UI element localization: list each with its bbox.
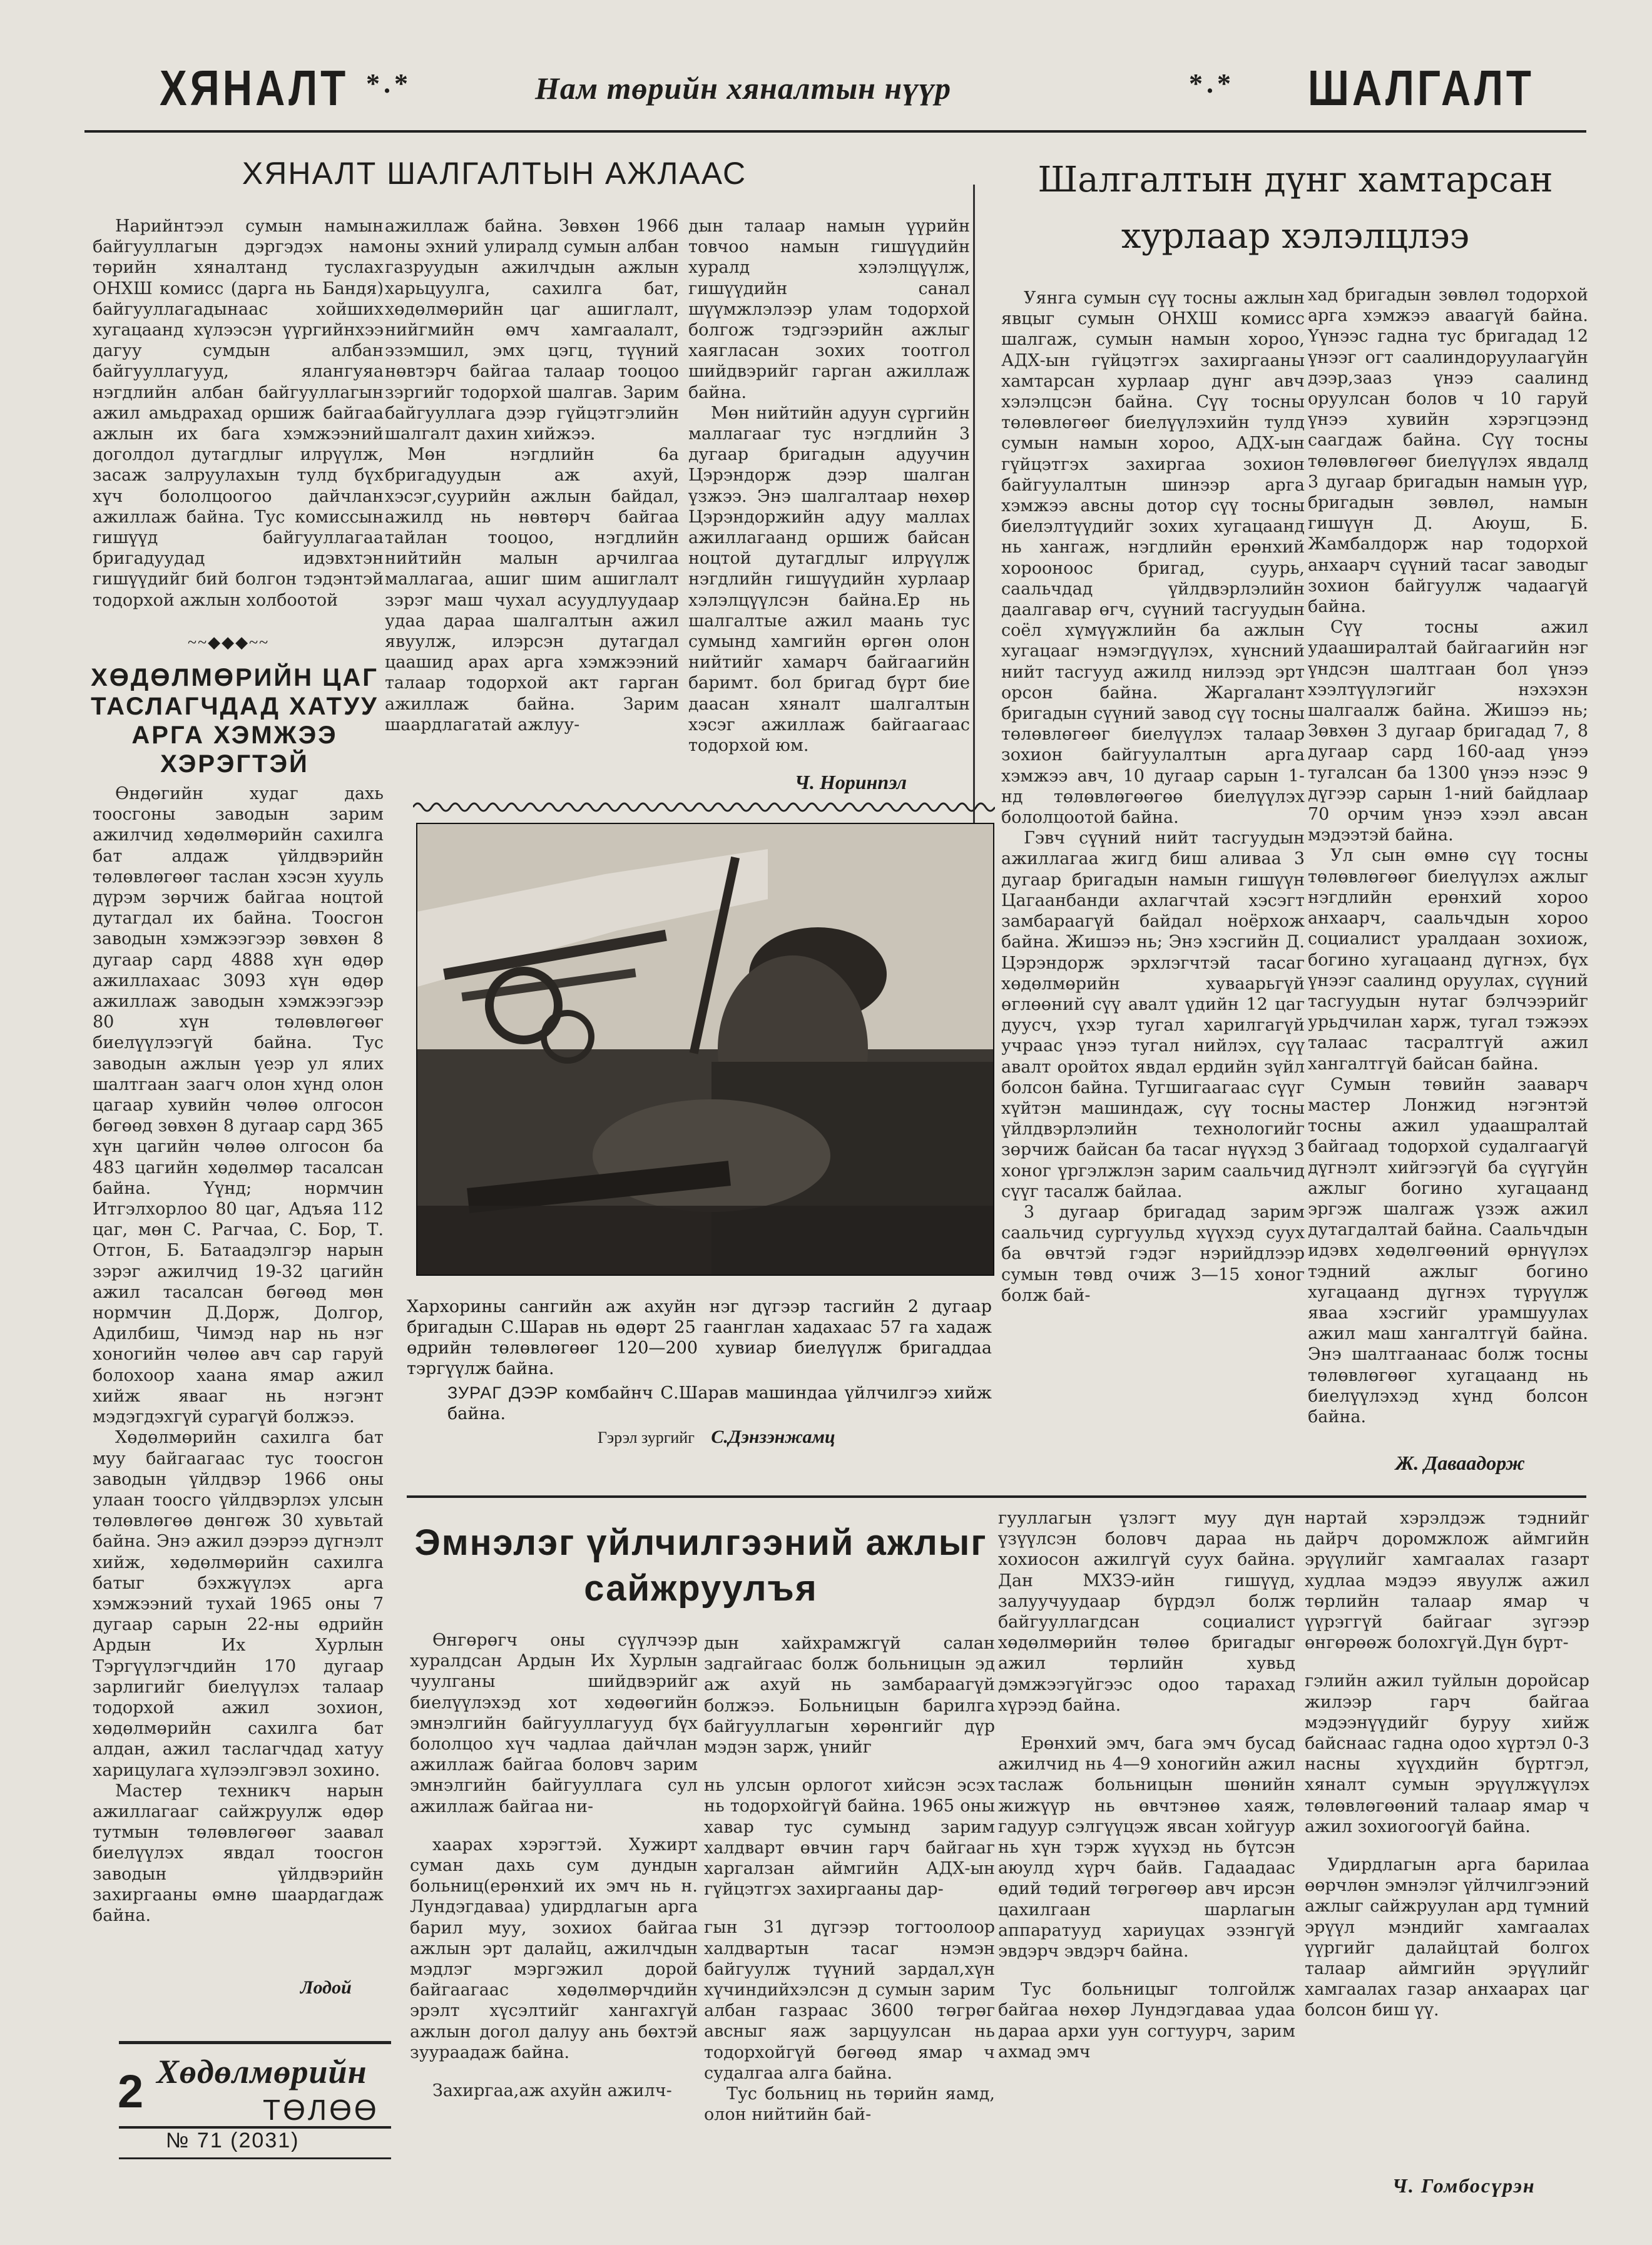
masthead-rule — [84, 130, 1586, 133]
divider-ornament: ~~◆◆◆~~ — [188, 633, 270, 651]
news-photo — [416, 823, 994, 1276]
article1-column-2: ажиллаж байна. Зөвхөн 1966 оны эхний улиралд сумын албан газруудын ажилчдын ажлын харьцуулга, сахилга бат, хөдөлмөрийн цаг ашиглалт, нийгмийн өмч хамгаалалт, эзэмшил, эмх цэгц, түүний нөвтэрч байгаа талаар тооцоо зэргийг тодорхой шалгав. Зарим байгууллага дээр гүйцэтгэлийн шалгалт дахин хийжээ. Мөн нэгдлийн 6а бригадуудын аж ахуй, хэсэг,суурийн ажлын байдал, ажилд нь нөвтөрч байгаа тайлан тооцоо, нэгдлийн нийтийн малын арчилгаа маллагаа, ашиг шим ашиглалт зэрэг маш чухал асуудлуудаар удаа дараа шалгалтын ажил явуулж, илэрсэн дутагдал цаашид арах арга хэмжээний талаар тодорхой акт гарган ажиллаж байна. Зарим шаардлагатай ажлуу- — [385, 216, 679, 735]
star-ornament-right: *.* — [1189, 68, 1235, 99]
photo-caption-2: ЗУРАГ ДЭЭР комбайнч С.Шарав машиндаа үйлчилгээ хийж байна. — [447, 1383, 992, 1423]
article1-column-3: дын талаар намын үүрийн товчоо намын гишүүдийн хуралд хэлэлцүүлж, гишүүдийн санал шүүмжлэлээр улам тодорхой болгож тэдгээрийн ажлыг хаягласан зохих тоотгол шийдвэрийг гарган ажиллаж байна. Мөн нийтийн адуун сүргийн маллагааг тус нэгдлийн 3 дугаар бригадын адуучин Цэрэндорж дээр шалган үзжээ. Энэ шалгалтаар нөхөр Цэрэндоржийн адуу маллах ажиллагаанд оршиж байсан ноцтой дутагдлыг илрүүлж нэгдлийн гишүүдийн хурлаар хэлэлцүүлсэн байна.Ер нь шалгалтые ажил маань тус сумынд хамгийн өргөн олон нийтийг хамарч байгаагийн баримт. бол бригад бүрт бие даасан хяналт шалгалтын хэсэг ажиллаж байгаагаас тодорхой юм. — [688, 216, 970, 756]
article1-signature: Ч. Норинпэл — [795, 771, 907, 793]
article4-column-3: гууллагын үзлэгт муу дүн үзүүлсэн боловч дараа нь хохиосон ажилгүй суух байна. Дан МХЗЭ-ийн гишүүд, залуучуудаар бүрдэл болж байгууллагдсан социалист хөдөлмөрийн төлөө бригадыг ажил төрлийн хувьд дэмжээгүйгээс одоо тарахад хүрээд байна. Ерөнхий эмч, бага эмч бусад ажилчид нь 4—9 хоногийн ажил таслаж больницын шөнийн жижүүр нь өвчтэнөө хаяж, гадуур сэлгүүцэж явсан хойгуур нь хүн тэрж хүүхэд нь бүтсэн аюулд хүрч байв. Гадаадаас өдий төдий төгрөгөөр авч ирсэн цахилгаан шарлагын аппаратууд хариуцах эзэнгүй эвдэрч эвдэрч байна. Тус больницыг толгойлж байгаа нөхөр Лундэгдаваа удаа дараа архи уун согтуурч, зарим ахмад эмч — [998, 1509, 1295, 2062]
article2-signature: Лодой — [300, 1977, 352, 1998]
footer-issue-rule — [119, 2157, 391, 2159]
column-rule — [973, 185, 975, 885]
article4-column-4: нартай хэрэлдэж тэднийг дайрч доромжлож аймгийн эрүүлийг хамгаалах газарт худлаа мэдээ явуулж ажил төрлийн талаар ямар ч үүрэггүй байгааг зүгээр өнгөрөөж болохгүй.Дүн бүрт- гэлийн ажил туйлын доройсар жилээр гарч байгаа мэдээнүүдийг буруу хийж байснаас гадна одоо хүртэл 0-3 насны хүүхдийн бүртгэл, хяналт сумын эрүүлжүүлэх төлөвлөгөөний талаар ямар ч ажил зохиогоогүй байна. Удирдлагын арга барилаа өөрчлөн эмнэлэг үйлчилгээний ажлыг сайжруулан ард түмний эрүүл мэндийг хамгаалах үүргийг далайцтай болгох талаар аймгийн эрүүлийг хамгаалах газар анхаарах цаг болсон биш үү. — [1305, 1509, 1589, 2020]
section-title-left: ХЯНАЛТ — [160, 60, 349, 116]
article4-title-line1: Эмнэлэг үйлчилгээний ажлыг — [414, 1522, 987, 1563]
photo-credit-label: Гэрэл зургийг — [598, 1428, 695, 1447]
photo-caption: Хархорины сангийн аж ахуйн нэг дүгээр тасгийн 2 дугаар бригадын С.Шарав нь өдөрт 25 гаанглан хадахаас 57 га хадаж өдрийн төлөвлөгөөг 120—200 хувиар биелүүлж бригаддаа тэргүүлж байна. — [407, 1297, 992, 1378]
article4-title-line2: сайжруулъя — [584, 1568, 818, 1609]
star-ornament-left: *.* — [366, 68, 412, 99]
photo-caption-lead: ЗУРАГ ДЭЭР — [447, 1383, 559, 1402]
article3-column-1: Уянга сумын сүү тосны ажлын явцыг сумын ОНХШ комисс шалгаж, сумын намын хороо, АДХ-ын гүйцэтгэх захиргааны хамтарсан хурлаар дүнг авч хэлэлцсэн байна. Сүү тосны төлөвлөгөөг биелүүлэхийн тулд сумын намын хороо, АДХ-ын гүйцэтгэх захиргаа зохион байгуулалтын шинээр арга хэмжээ авсны дотор сүү тосны биелэлтүүдийг зохих хугацаанд нь хангаж, нэгдлийн ерөнхий хорооноос бригад, суурь, саальчдад үйлдвэрлэлийн даалгавар өгч, сүүний тасгуудын соёл хүмүүжлийн ба ажлын хугацааг нэмэгдүүлэх, хүнсний нийт тасгууд ажилд нилээд эрт орсон байна. Жаргалант бригадын сүүний завод сүү тосны төлөвлөгөөг биелүүлэх талаар зохион байгуулалтын арга хэмжээ авч, 10 дугаар сарын 1-нд төлөвлөгөөгөө биелүүлэх бололцоотой байна. Гэвч сүүний нийт тасгуудын ажиллагаа жигд биш аливаа 3 дугаар бригадын намын гишүүн Цагаанбанди ахлагчтай хэсэгт замбараагүй байдал ноёрхож байна. Жишээ нь; Энэ хэсгийн Д. Цэрэндорж эрхлэгчтэй тасаг хөдөлмөрийн хуваарьгүй өглөөний сүү авалт үдийн 12 цаг дуусч, үхэр тугал харилгагүй учраас үнээ тугал нийлэх, сүү авалт оройтох явдал ердийн зүйл болсон байна. Тугшигаагаас сүүг хүйтэн машиндаж, сүү тосны үйлдвэрлэлийн технологийг зөрчиж байсан ба тасаг нүүхэд 3 хоног үргэлжлэн зарим саальчид сүүг тасалж байлаа. 3 дугаар бригадад зарим саальчид сургуульд хүүхэд суух ба өвчтэй гэдэг нэрийдлээр сумын төвд очиж 3—15 хоног болж бай- — [1001, 288, 1305, 1305]
photo-credit-name: С.Дэнзэнжамц — [711, 1427, 835, 1447]
paper-name-line1: Хөдөлмөрийн — [156, 2053, 367, 2090]
issue-number: № 71 (2031) — [166, 2129, 300, 2152]
paper-name-line2: ТӨЛӨӨ — [263, 2094, 379, 2126]
page-heading: Нам төрийн хяналтын нүүр — [535, 71, 952, 106]
article4-column-1: Өнгөрөгч оны сүүлчээр хуралдсан Ардын Их Хурлын чуулганы шийдвэрийг биелүүлэхэд хот хөдөөгийн эмнэлгийн байгууллагууд бүх бололцоо хүч чадлаа дайчлан ажиллаж байгаа боловч зарим эмнэлгийн байгууллага сул ажиллаж байгаа ни- хаарах хэрэгтэй. Хужирт суман дахь сум дундын больниц(ерөнхий их эмч нь н. Лундэгдаваа) удирдлагын арга барил муу, зохиох байгаа ажлын эрт далайц, ажилчдын мэдлэг мэргэжил дорой байгаагаас хөдөлмөрчдийн эрэлт хүсэлтийг хангахгүй ажлын догол далуу ань бөхтэй зуураадаж байна. Захиргаа,аж ахуйн ажилч- — [410, 1631, 698, 2101]
article1-title: ХЯНАЛТ ШАЛГАЛТЫН АЖЛААС — [242, 156, 747, 191]
article3-signature: Ж. Даваадорж — [1395, 1452, 1525, 1474]
photo-credit — [598, 1427, 835, 1448]
article2-title: ХӨДӨЛМӨРИЙН ЦАГ ТАСЛАГЧДАД ХАТУУ АРГА ХЭМЖЭЭ ХЭРЭГТЭЙ — [91, 664, 379, 778]
article3-column-2: хад бригадын зөвлөл тодорхой арга хэмжээ аваагүй байна. Үүнээс гадна тус бригадад 12 үнээг огт саалиндоруулаагүйн дээр,зааз үнээ саалинд оруулсан болов ч 10 гаруй үнээ хувийн хэрэгцээнд саагдаж байна. Сүү тосны төлөвлөгөөг биелүүлэх явдалд 3 дугаар бригадын намын үүр, бригадын зөвлөл, намын гишүүн Д. Аюуш, Б. Жамбалдорж нар тодорхой анхаарч сүүний тасаг заводыг зохион байгуулж чадаагүй байна. Сүү тосны ажил удааширалтай байгаагийн нэг үндсэн шалтгаан бол үнээ хээлтүүлэгийг нэхэхэн шалгаалж байна. Жишээ нь; Зөвхөн 3 дугаар бригадад 7, 8 дугаар сард 160-аад үнээ тугалсан ба 1300 үнээ нээс 9 дүгээр сарын 1-ний байдлаар 70 орчим үнээ хээл авсан мэдээтэй байна. Ул сын өмнө сүү тосны төлөвлөгөөг биелүүлэх ажлыг нэгдлийн ерөнхий хороо анхаарч, саальчдын хороо социалист уралдаан зохиож, богино хугацаанд дүгнэх, бүх үнээг саалинд оруулах, сүүний тасгуудын нутаг бэлчээрийг урьдчилан харж, тугал тэжээх талаас тасралтгүй ажил хангалтгүй байсан байна. Сумын төвийн зааварч мастер Лонжид нэгэнтэй тосны ажил удаашралтай байгаад тодорхой судалгаагүй дүгнэлт хийгээгүй ба сүүгүйн ажлыг богино хугацаанд эргэж шалгаж үзэж ажил дутагдалтай байна. Саальчдын идэвх хөдөлгөөний өрнүүлэх тэдний ажлыг богино хугацаанд дүгнэх түрүүлж яваа хэсгийг урамшуулах ажил маш хангалтгүй байна. Энэ шалтгаанаас болж тосны төлөвлөгөөг хугацаанд нь биелүүлэхэд хүнд болсон байна. — [1308, 285, 1588, 1427]
article3-title-line2: хурлаар хэлэлцлээ — [1121, 216, 1470, 257]
article2-body: Өндөгийн худаг дахь тоосгоны заводын зарим ажилчид хөдөлмөрийн сахилга бат алдаж үйлдвэрийн төлөвлөгөөг таслан хэсэн хууль дүрэм зөрчиж байгаа ноцтой дутагдал их байна. Тоосгон заводын хэмжээгээр зөвхөн 8 дугаар сард 4888 хүн өдөр ажиллахаас 3093 хүн өдөр ажиллаж заводын хэмжээгээр 80 хүн төлөвлөгөөг биелүүлээгүй байна. Тус заводын ажлын үеэр ул ялих шалтгаан заагч олон хүнд олон цагаар хувийн чөлөө олгосон бөгөөд зөвхөн 8 дугаар сард 365 хүн цагийн чөлөө олгосон ба 483 цагийн хөдөлмөр тасалсан байна. Үүнд; нормчин Итгэлхорлоо 80 цаг, Адъяа 112 цаг, мөн С. Рагчаа, С. Бор, Т. Отгон, Б. Батаадэлгэр нарын зэрэг ажилчид 19-32 цагийн ажил тасалсан бөгөөд мөн нормчин Д.Дорж, Долгор, Адилбиш, Чимэд нар нь нэг хоногийн чөлөө авч сар гаруй болохоор хаана ямар ажил хийж явааг нь нэгэнт мэдэгдэхгүй сурагүй болжээ. Хөдөлмөрийн сахилга бат муу байгаагаас тус тоосгон заводын үйлдвэр 1966 оны улаан тоосго үйлдвэрлэх улсын төлөвлөгөө дөнгөж 30 хувьтай байна. Энэ ажил дээрээ дүгнэлт хийж, хөдөлмөрийн сахилга батыг бэхжүүлэх арга хэмжээний тухай 1965 оны 7 дугаар сарын 22-ны өдрийн Ардын Их Хурлын Тэргүүлэгчдийн 170 дугаар зарлигийг биелүүлэх талаар тодорхой ажил зохион, хөдөлмөрийн сахилга бат алдан, ажил таслагчдад хатуу харицулага хүлээлгэвэл зохино. Мастер техникч нарын ажиллагааг сайжруулж өдөр тутмын төлөвлөгөөг заавал биелүүлэх явдал тоосгон заводын үйлдвэрийн захиргааны өмнө шаардагдаж байна. — [93, 784, 384, 1925]
section-rule — [407, 1495, 1586, 1498]
footer-top-rule — [119, 2041, 391, 2044]
section-title-right: ШАЛГАЛТ — [1308, 60, 1534, 116]
wavy-divider — [413, 800, 995, 815]
article4-column-2: дын хайхрамжгүй салан задгайгаас болж больницын эд аж ахуй нь замбараагүй болжээ. Больницын барилга байгууллагын хөрөнгийг дүр мэдэн зарж, үнийг нь улсын орлогот хийсэн эсэх нь тодорхойгүй байна. 1965 оны хавар тус сумынд зарим халдварт өвчин гарч байгааг харгалзан аймгийн АДХ-ын гүйцэтгэх захиргааны дар- гын 31 дүгээр тогтоолоор халдвартын тасаг нэмэн байгуулж түүний зардал,хүн хүчиндийхэлсэн д сумын зарим албан газраас 3600 төгрөг авсныг яаж зарцуулсан нь тодорхойгүй бөгөөд ямар ч судалгаа алга байна. Тус больниц нь төрийн яамд, олон нийтийн бай- — [704, 1634, 995, 2125]
article1-column-1: Нарийнтээл сумын намын байгууллагын дэргэдэх нам төрийн хяналтанд туслах ОНХШ комисс (дарга нь Бандя) байгууллагадынаас хойших хугацаанд хүлээсэн үүргийнхээ дагуу сумдын албан байгууллагууд, ялангуяа нэгдлийн албан байгууллагын ажил амьдрахад оршиж байгаа ажлын их бага хэмжээний доголдол дутагдлыг илрүүлж, засаж залруулахын тулд бүх хүч бололцоогоо дайчлан ажиллаж байна. Тус комиссын гишүүд байгууллагаа бригадуудад идэвхтэн гишүүдийг бий болгон тэдэнтэй тодорхой ажлын холбоотой — [93, 216, 384, 610]
article4-signature: Ч. Гомбосүрэн — [1392, 2174, 1536, 2197]
page-number: 2 — [118, 2065, 144, 2117]
article3-title-line1: Шалгалтын дүнг хамтарсан — [1038, 160, 1553, 200]
